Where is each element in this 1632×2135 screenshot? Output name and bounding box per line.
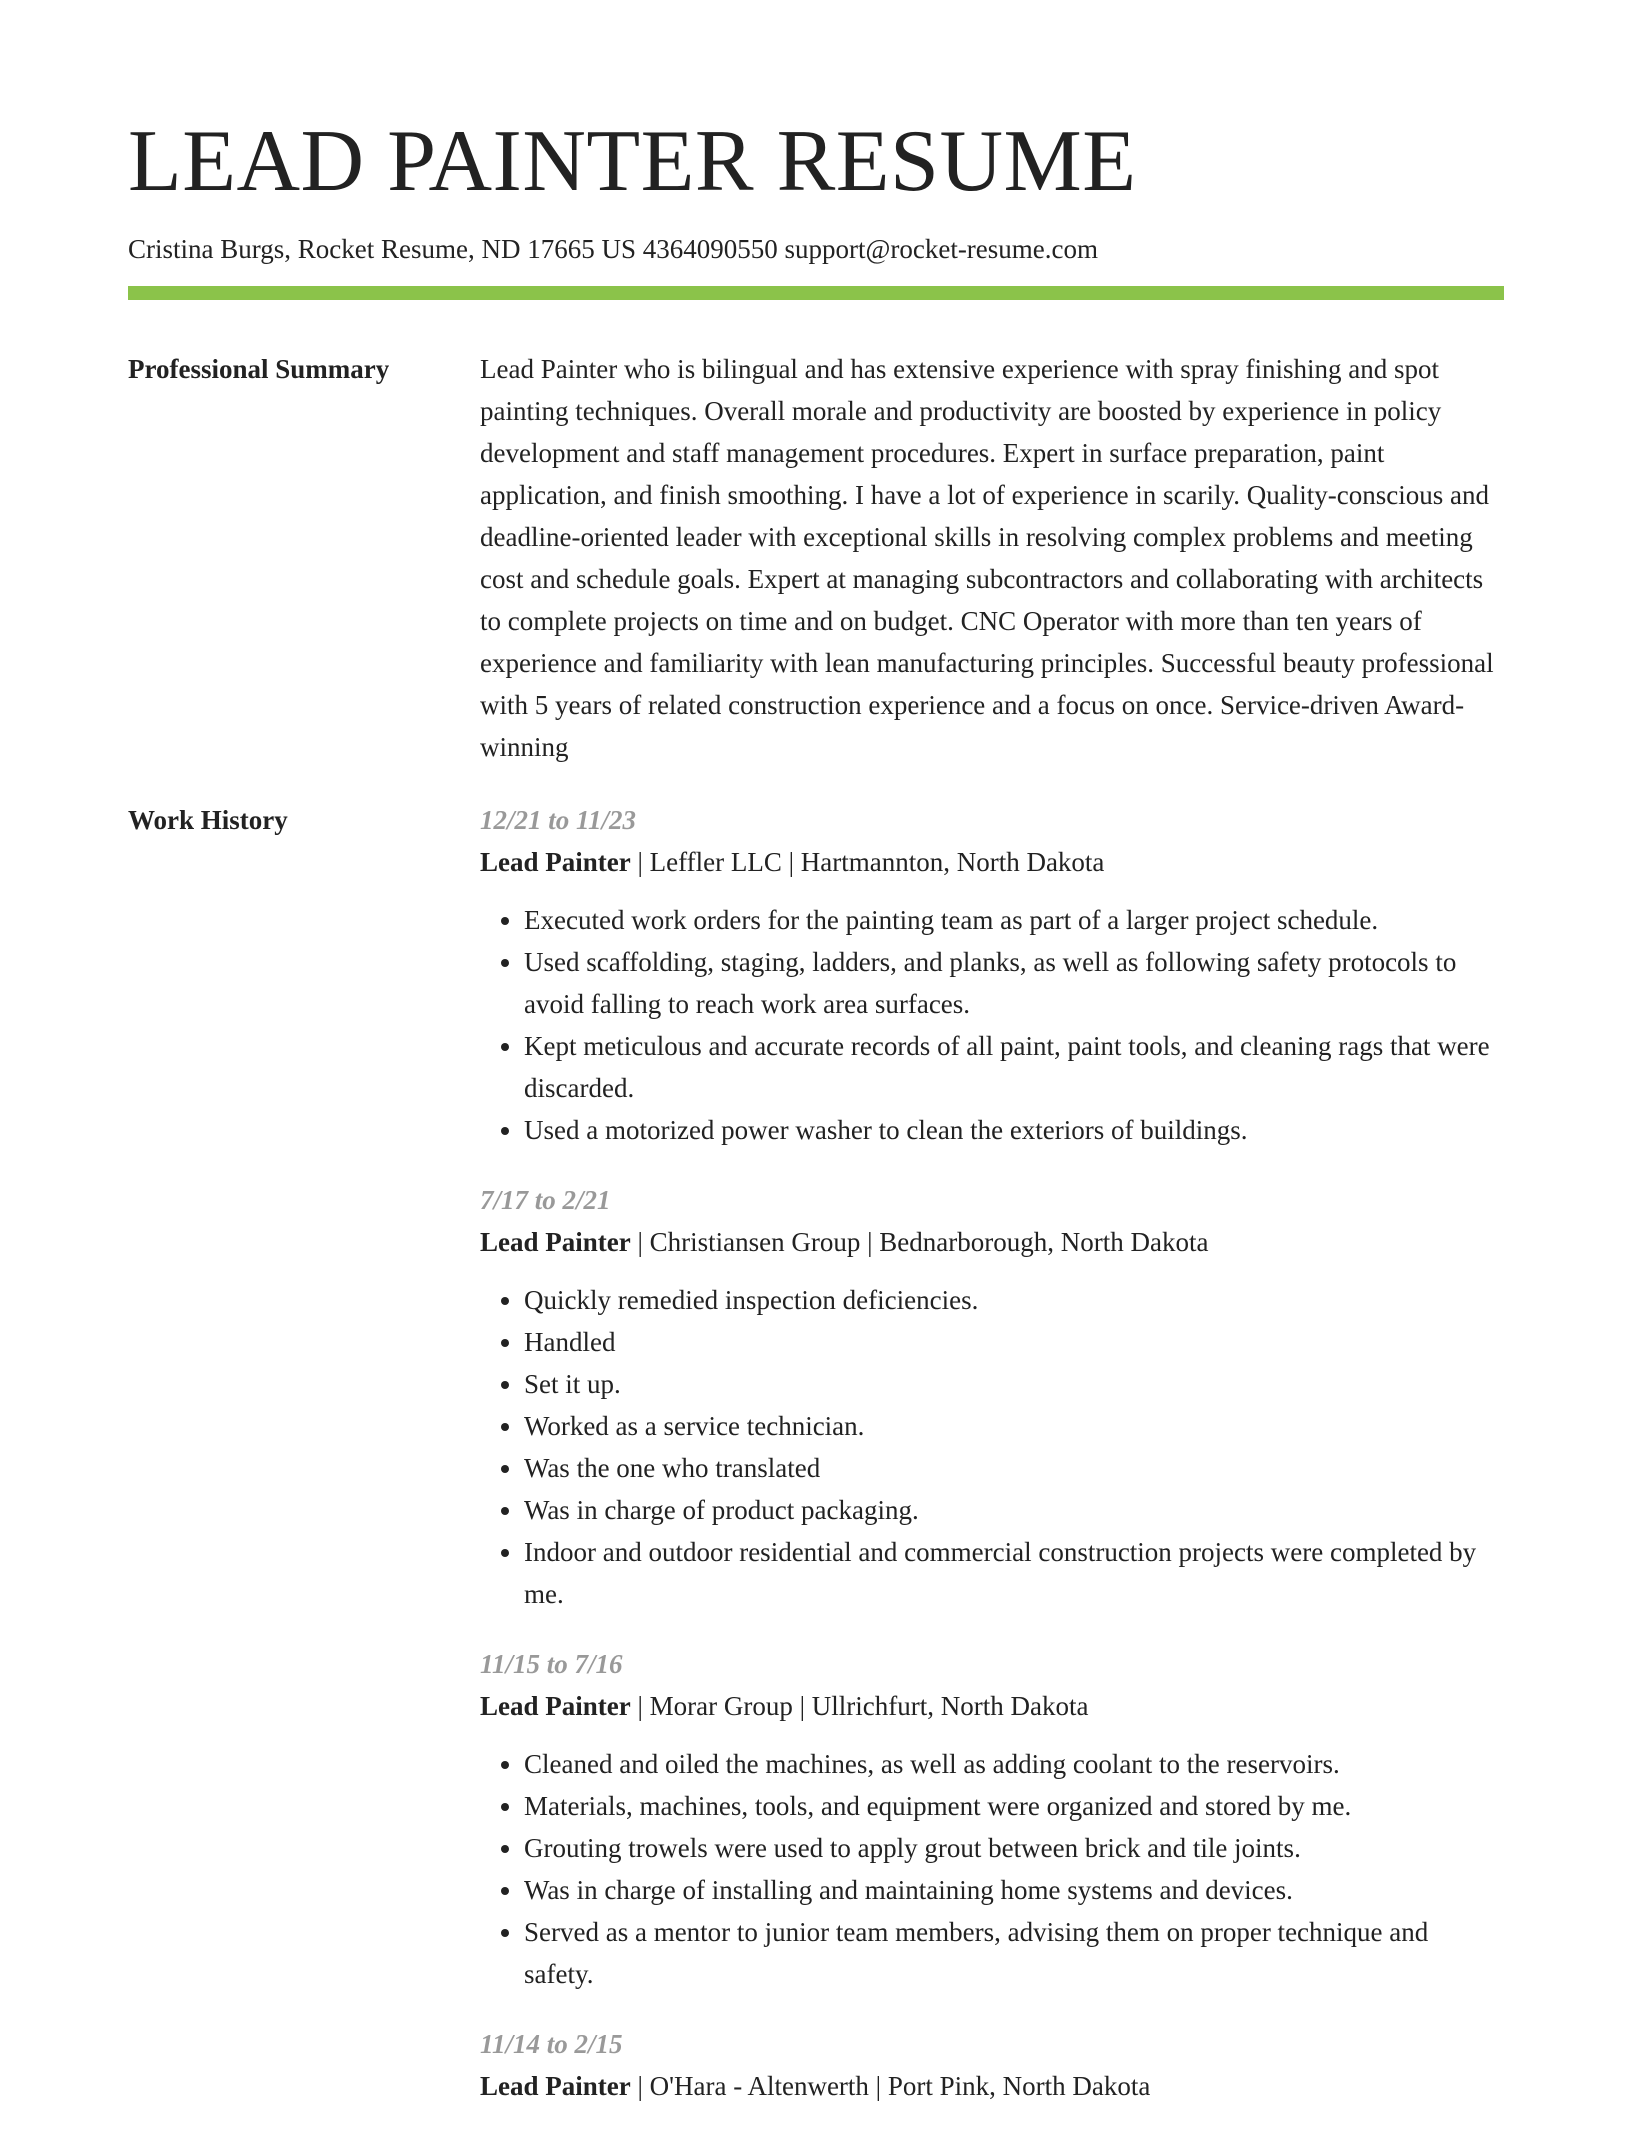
job-title-line [480,841,1504,883]
job-role: Lead Painter [480,1227,631,1257]
job-company-location: | O'Hara - Altenwerth | Port Pink, North Dakota [630,2071,1151,2101]
job-bullet: • Used scaffolding, staging, ladders, and planks, as well as following safety protocols to avoid falling to reach work area surfaces. [524,941,1504,1025]
job-bullet: • Grouting trowels were used to apply grout between brick and tile joints. [524,1827,1504,1869]
header-divider [128,286,1504,300]
job-bullet: • Used a motorized power washer to clean the exteriors of buildings. [524,1109,1504,1151]
job-dates: 11/15 to 7/16 [480,1649,623,1679]
job-company-location: | Leffler LLC | Hartmannton, North Dakota [630,847,1105,877]
job-bullet: • Materials, machines, tools, and equipment were organized and stored by me. [524,1785,1504,1827]
job-bullet-list [480,1743,1504,1995]
job-bullet-list [480,899,1504,1151]
job-bullet: • Executed work orders for the painting team as part of a larger project schedule. [524,899,1504,941]
job-company-location: | Morar Group | Ullrichfurt, North Dakota [630,1691,1089,1721]
section-label-work-history: Work History [128,805,288,835]
job-company-location: | Christiansen Group | Bednarborough, North Dakota [630,1227,1209,1257]
job-entry [480,1179,1504,1615]
job-role: Lead Painter [480,1691,631,1721]
job-entry [480,1643,1504,1995]
contact-info: Cristina Burgs, Rocket Resume, ND 17665 US 4364090550 support@rocket-resume.com [128,234,1099,264]
job-bullet: • Was the one who translated [524,1447,1504,1489]
job-bullet: • Was in charge of product packaging. [524,1489,1504,1531]
job-dates: 12/21 to 11/23 [480,805,637,835]
work-history-list [480,799,1504,2135]
job-bullet: • Was in charge of installing and maintaining home systems and devices. [524,1869,1504,1911]
job-dates: 7/17 to 2/21 [480,1185,611,1215]
job-title-line [480,1221,1504,1263]
job-entry [480,2023,1504,2107]
job-entry [480,799,1504,1151]
job-title-line [480,2065,1504,2107]
job-role: Lead Painter [480,847,631,877]
job-bullet: • Worked as a service technician. [524,1405,1504,1447]
job-bullet: • Served as a mentor to junior team members, advising them on proper technique and safety. [524,1911,1504,1995]
job-bullet: • Cleaned and oiled the machines, as well as adding coolant to the reservoirs. [524,1743,1504,1785]
job-role: Lead Painter [480,2071,631,2101]
job-bullet-list [480,1279,1504,1615]
resume-title: LEAD PAINTER RESUME [128,113,1137,210]
job-bullet: • Indoor and outdoor residential and commercial construction projects were completed by me. [524,1531,1504,1615]
job-bullet: • Kept meticulous and accurate records of all paint, paint tools, and cleaning rags that were discarded. [524,1025,1504,1109]
job-dates: 11/14 to 2/15 [480,2029,623,2059]
job-title-line [480,1685,1504,1727]
job-bullet: • Set it up. [524,1363,1504,1405]
summary-text: Lead Painter who is bilingual and has extensive experience with spray finishing and spot painting techniques. Overall morale and productivity are boosted by experience in policy development and staff management procedures. Expert in surface preparation, paint application, and finish smoothing. I have a lot of experience in scarily. Quality-conscious and deadline-oriented leader with exceptional skills in resolving complex problems and meeting cost and schedule goals. Expert at managing subcontractors and collaborating with architects to complete projects on time and on budget. CNC Operator with more than ten years of experience and familiarity with lean manufacturing principles. Successful beauty professional with 5 years of related construction experience and a focus on once. Service-driven Award-winning [480,354,1494,762]
job-bullet: • Quickly remedied inspection deficiencies. [524,1279,1504,1321]
summary-body [480,348,1504,768]
job-bullet: • Handled [524,1321,1504,1363]
section-label-summary: Professional Summary [128,354,390,384]
